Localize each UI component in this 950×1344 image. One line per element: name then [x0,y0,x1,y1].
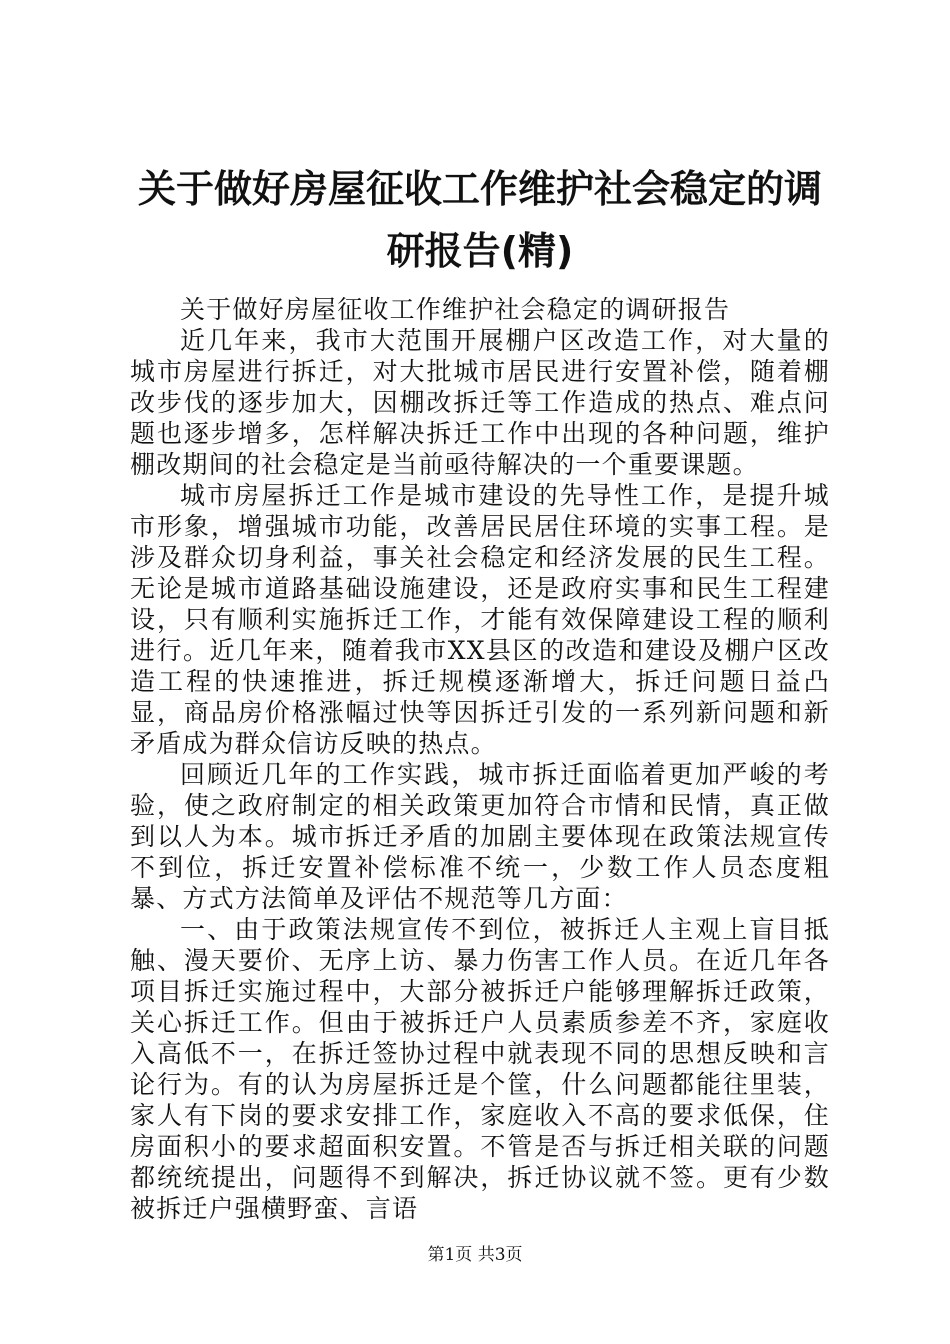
body-paragraph-2: 城市房屋拆迁工作是城市建设的先导性工作，是提升城市形象，增强城市功能，改善居民居住环境的实事工程。是涉及群众切身利益，事关社会稳定和经济发展的民生工程。无论是城市道路基础设施建设，还是政府实事和民生工程建设，只有顺利实施拆迁工作，才能有效保障建设工程的顺利进行。近几年来，随着我市XX县区的改造和建设及棚户区改造工程的快速推进，拆迁规模逐渐增大，拆迁问题日益凸显，商品房价格涨幅过快等因拆迁引发的一系列新问题和新矛盾成为群众信访反映的热点。 [130,481,830,758]
body-paragraph-1: 近几年来，我市大范围开展棚户区改造工作，对大量的城市房屋进行拆迁，对大批城市居民进行安置补偿，随着棚改步伐的逐步加大，因棚改拆迁等工作造成的热点、难点问题也逐步增多，怎样解决拆迁工作中出现的各种问题，维护棚改期间的社会稳定是当前亟待解决的一个重要课题。 [130,326,830,479]
body-paragraph-4: 一、由于政策法规宣传不到位，被拆迁人主观上盲目抵触、漫天要价、无序上访、暴力伤害工作人员。在近几年各项目拆迁实施过程中，大部分被拆迁户能够理解拆迁政策，关心拆迁工作。但由于被拆迁户人员素质参差不齐，家庭收入高低不一，在拆迁签协过程中就表现不同的思想反映和言论行为。有的认为房屋拆迁是个筐，什么问题都能往里装，家人有下岗的要求安排工作，家庭收入不高的要求低保，住房面积小的要求超面积安置。不管是否与拆迁相关联的问题都统统提出，问题得不到解决，拆迁协议就不签。更有少数被拆迁户强横野蛮、言语 [130,915,830,1223]
body-paragraph-3: 回顾近几年的工作实践，城市拆迁面临着更加严峻的考验，使之政府制定的相关政策更加符合市情和民情，真正做到以人为本。城市拆迁矛盾的加剧主要体现在政策法规宣传不到位，拆迁安置补偿标准不统一，少数工作人员态度粗暴、方式方法简单及评估不规范等几方面： [130,760,830,913]
document-body [130,294,830,1224]
document-title: 关于做好房屋征收工作维护社会稳定的调研报告(精) [137,167,822,273]
page-footer: 第1页 共3页 [427,1245,523,1265]
document-subtitle: 关于做好房屋征收工作维护社会稳定的调研报告 [180,295,731,324]
